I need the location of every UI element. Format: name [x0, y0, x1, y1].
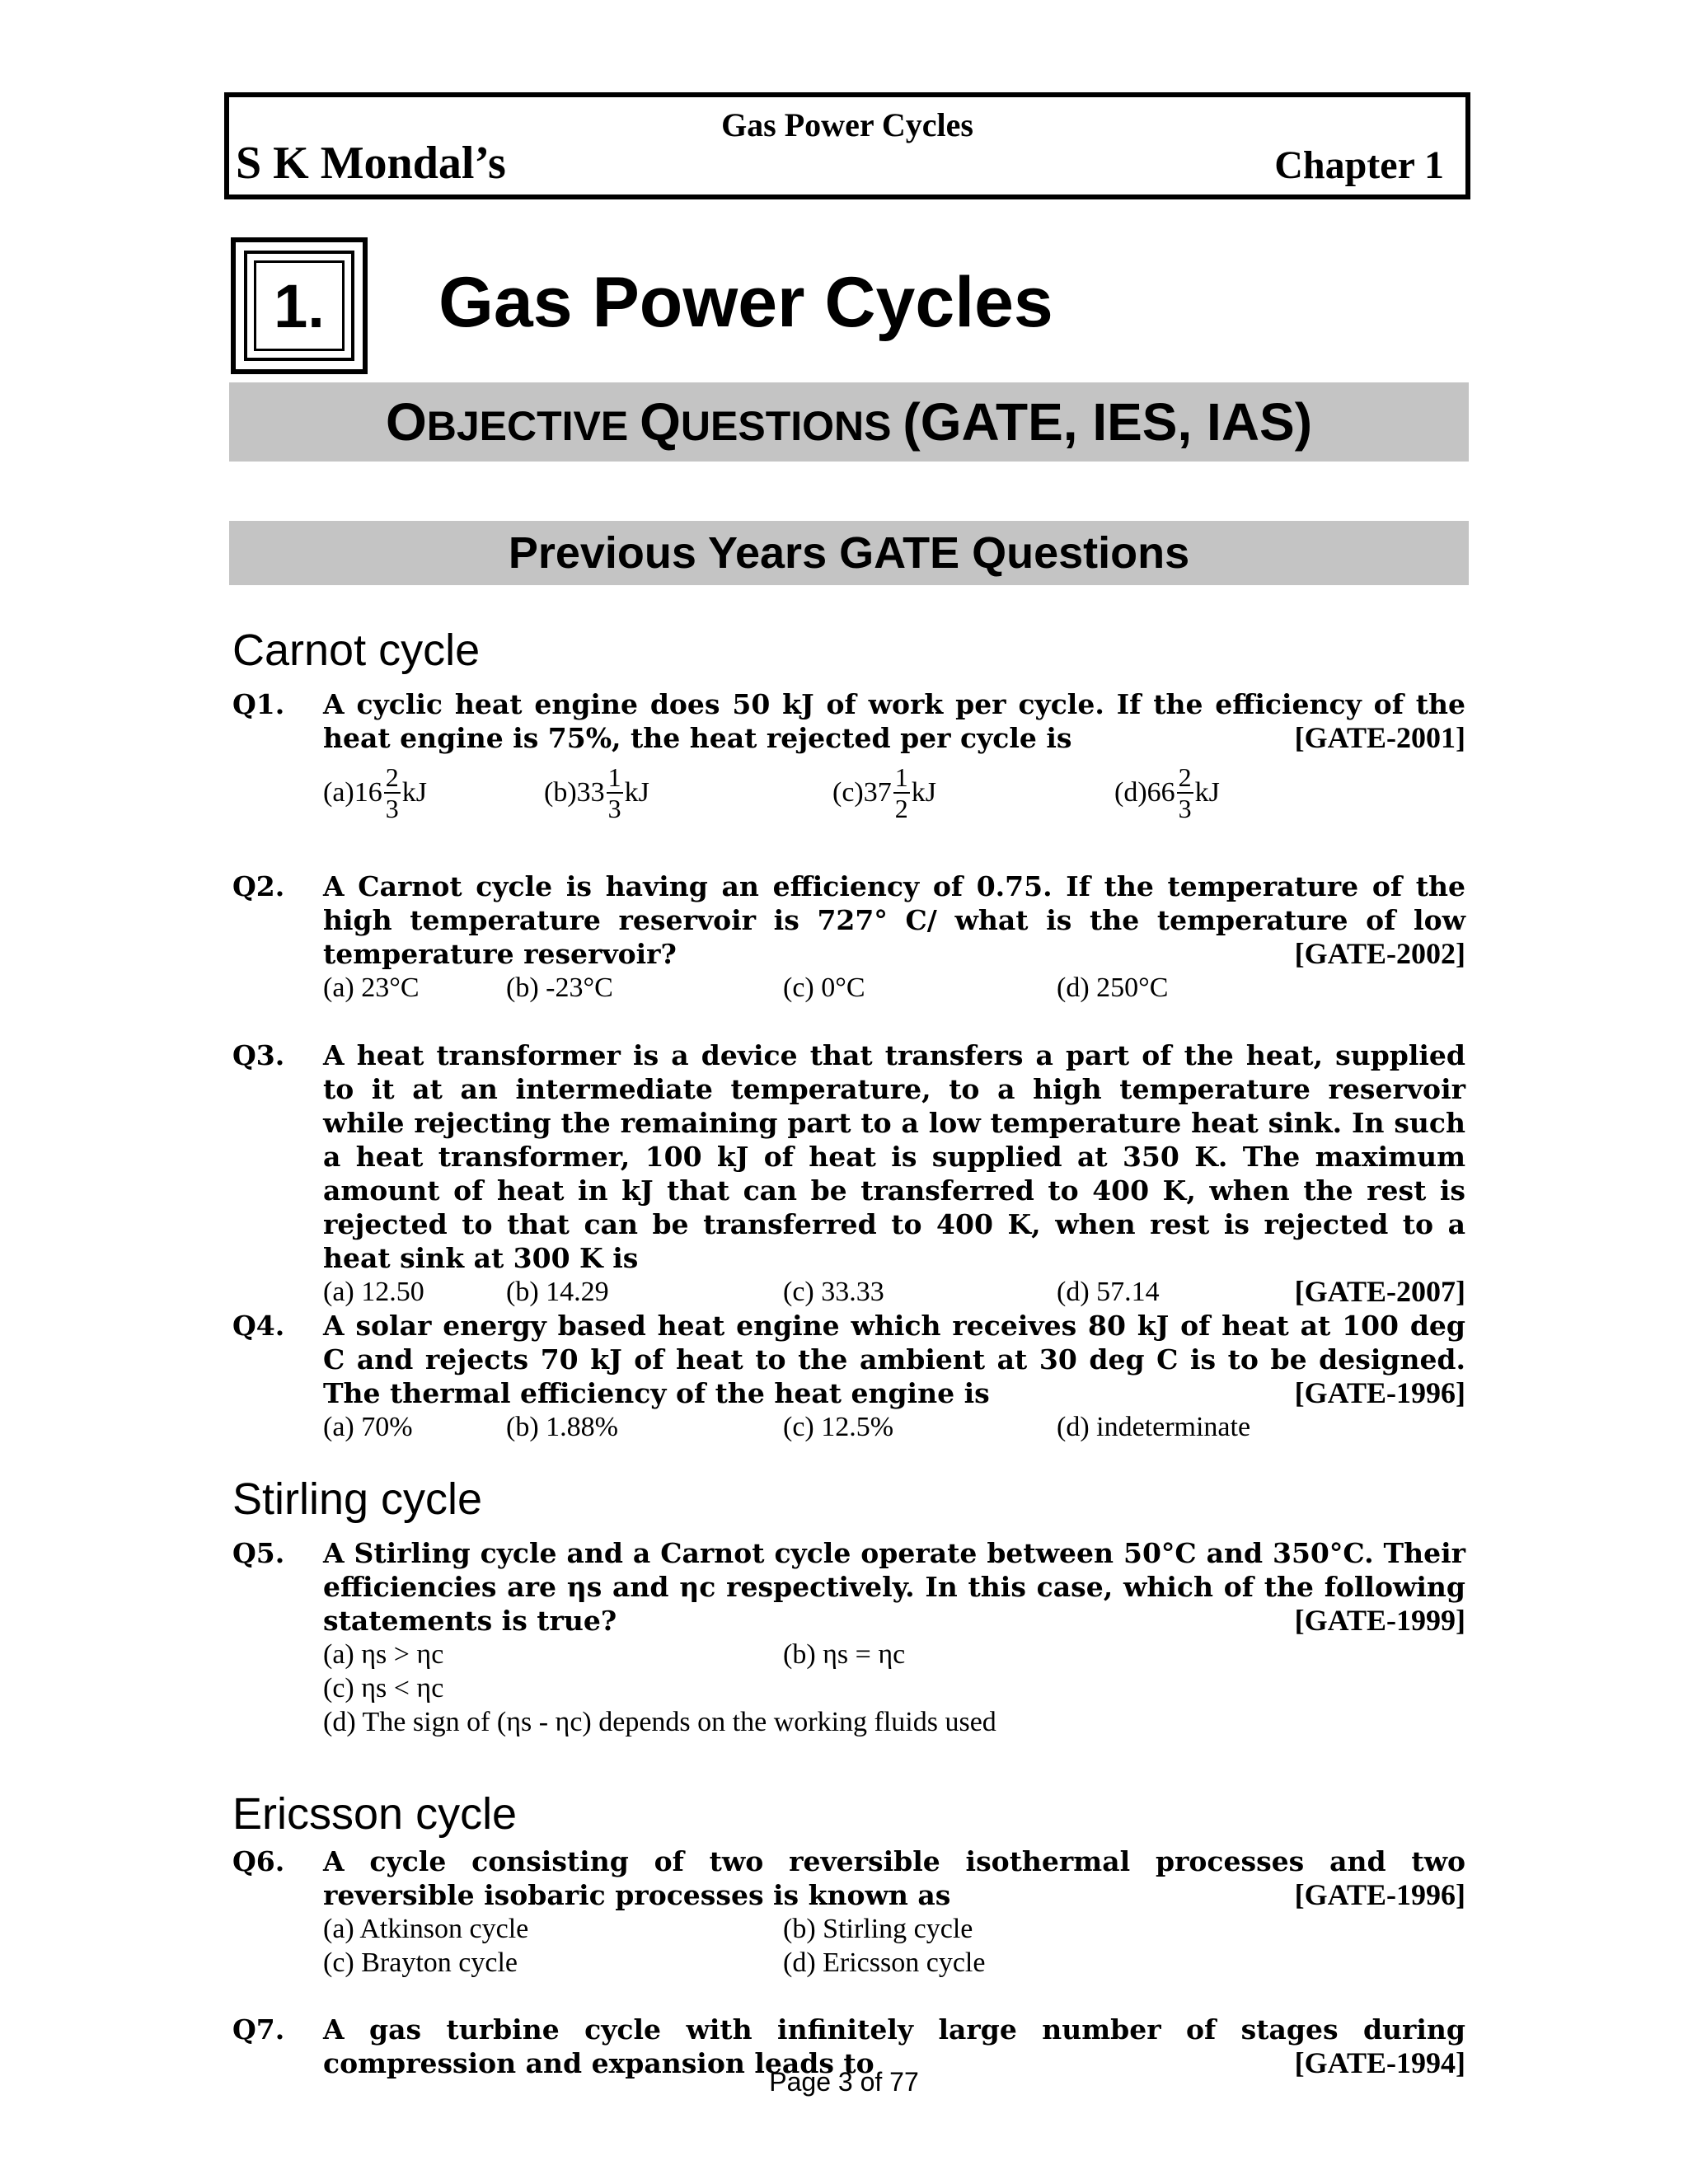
header-author: S K Mondal’s	[236, 138, 506, 189]
options-row-1	[323, 1912, 1465, 1946]
option-b: (b) 1.88%	[506, 1412, 618, 1442]
question-number: Q6.	[232, 1845, 285, 1877]
option-b: (b)33 $\frac{1}{3}$ kJ	[544, 762, 649, 823]
question-text: A cyclic heat engine does 50 kJ of work per cycle. If the efficiency of the heat engine is 75%, the heat rejected per cycle is	[323, 688, 1465, 754]
question-number: Q1.	[232, 688, 285, 720]
options-row-3	[323, 1705, 1465, 1739]
exam-tag: [GATE-1996]	[1294, 1878, 1465, 1911]
exam-tag: [GATE-1994]	[1294, 2046, 1465, 2079]
question-number: Q5.	[232, 1537, 285, 1569]
question-number: Q3.	[232, 1039, 285, 1071]
question-text: A cycle consisting of two reversible isothermal processes and two reversible isobaric processes is known as	[323, 1845, 1465, 1911]
question-number: Q7.	[232, 2013, 285, 2046]
option-d: (d) 250°C	[1057, 972, 1169, 1003]
exam-tag: [GATE-2001]	[1294, 721, 1465, 754]
option-b: (b) -23°C	[506, 972, 613, 1003]
option-d: (d) 57.14	[1057, 1277, 1160, 1307]
options-row-1	[323, 1638, 1465, 1671]
question-number: Q4.	[232, 1310, 285, 1342]
question-text: A Carnot cycle is having an efficiency of 0.75. If the temperature of the high temperature reservoir is 727° C/ what is the temperature of low temperature reservoir?	[323, 870, 1465, 970]
option-b: (b) 14.29	[506, 1277, 609, 1307]
chapter-number: 1.	[254, 260, 345, 351]
options-row-2	[323, 1671, 1465, 1705]
options-row-2	[323, 1946, 1465, 1980]
question-text: A gas turbine cycle with infinitely large number of stages during compression and expansion leads to	[323, 2013, 1465, 2079]
section-stirling: Stirling cycle	[232, 1474, 483, 1524]
previous-years-banner: Previous Years GATE Questions	[229, 521, 1469, 585]
option-d: (d)66 $\frac{2}{3}$ kJ	[1114, 762, 1220, 823]
chapter-title: Gas Power Cycles	[438, 263, 1053, 342]
option-c: (c)37 $\frac{1}{2}$ kJ	[832, 762, 936, 823]
banner-small-caps-1: BJECTIVE	[426, 403, 640, 449]
section-carnot: Carnot cycle	[232, 626, 481, 675]
question-text: A heat transformer is a device that transfers a part of the heat, supplied to it at an intermediate temperature, to a high temperature reservoir while rejecting the remaining part to a low temperature heat sink. In such a heat transformer, 100 kJ of heat is supplied at 350 K. The maximum amount of heat in kJ that can be transferred to 400 K, when the rest is rejected to that can be transferred to 400 K, when rest is rejected to a heat sink at 300 K is	[323, 1039, 1465, 1274]
option-d: (d) indeterminate	[1057, 1412, 1251, 1442]
option-d: (d) The sign of (ηs - ηc) depends on the working fluids used	[323, 1707, 996, 1737]
option-d: (d) Ericsson cycle	[783, 1947, 986, 1978]
banner-small-caps-2: UESTIONS	[680, 403, 903, 449]
objective-questions-banner	[229, 382, 1469, 462]
header-title: Gas Power Cycles	[721, 106, 973, 143]
question-text: A solar energy based heat engine which receives 80 kJ of heat at 100 deg C and rejects 70 kJ of heat to the ambient at 30 deg C is to be designed. The thermal efficiency of the heat engine is	[323, 1310, 1465, 1409]
exam-tag: [GATE-2002]	[1294, 937, 1465, 970]
running-header	[224, 92, 1470, 199]
option-c: (c) ηs < ηc	[323, 1673, 444, 1704]
page-number: Page 3 of 77	[769, 2067, 919, 2097]
option-a: (a) 23°C	[323, 972, 420, 1003]
option-a: (a) ηs > ηc	[323, 1639, 444, 1670]
options	[323, 971, 1465, 1005]
exam-tag: [GATE-1999]	[1294, 1604, 1465, 1637]
question-5	[232, 1536, 1465, 1739]
exam-tag: [GATE-1996]	[1294, 1376, 1465, 1409]
options	[323, 760, 1465, 826]
options	[323, 1410, 1465, 1444]
question-6	[232, 1844, 1465, 1980]
question-text: A Stirling cycle and a Carnot cycle operate between 50°C and 350°C. Their efficiencies are ηs and ηc respectively. In this case, which of the following statements is true?	[323, 1537, 1465, 1637]
question-3	[232, 1038, 1465, 1309]
option-c: (c) 0°C	[783, 972, 865, 1003]
option-c: (c) 12.5%	[783, 1412, 894, 1442]
exam-tag: [GATE-2007]	[1294, 1275, 1465, 1308]
option-a: (a)16 $\frac{2}{3}$ kJ	[323, 762, 427, 823]
option-a: (a) Atkinson cycle	[323, 1914, 529, 1944]
section-ericsson: Ericsson cycle	[232, 1789, 518, 1839]
option-b: (b) ηs = ηc	[783, 1639, 906, 1670]
question-4	[232, 1309, 1465, 1444]
question-1	[232, 687, 1465, 826]
question-2	[232, 869, 1465, 1005]
banner-letter-o: O	[385, 392, 427, 452]
option-b: (b) Stirling cycle	[783, 1914, 973, 1944]
option-a: (a) 12.50	[323, 1277, 424, 1307]
chapter-number-box	[231, 237, 368, 374]
option-a: (a) 70%	[323, 1412, 413, 1442]
banner-exams: (GATE, IES, IAS)	[903, 392, 1313, 452]
option-c: (c) 33.33	[783, 1277, 884, 1307]
header-chapter: Chapter 1	[1274, 143, 1444, 187]
banner-letter-q: Q	[640, 392, 681, 452]
option-c: (c) Brayton cycle	[323, 1947, 518, 1978]
question-number: Q2.	[232, 870, 285, 902]
options	[323, 1275, 1465, 1309]
